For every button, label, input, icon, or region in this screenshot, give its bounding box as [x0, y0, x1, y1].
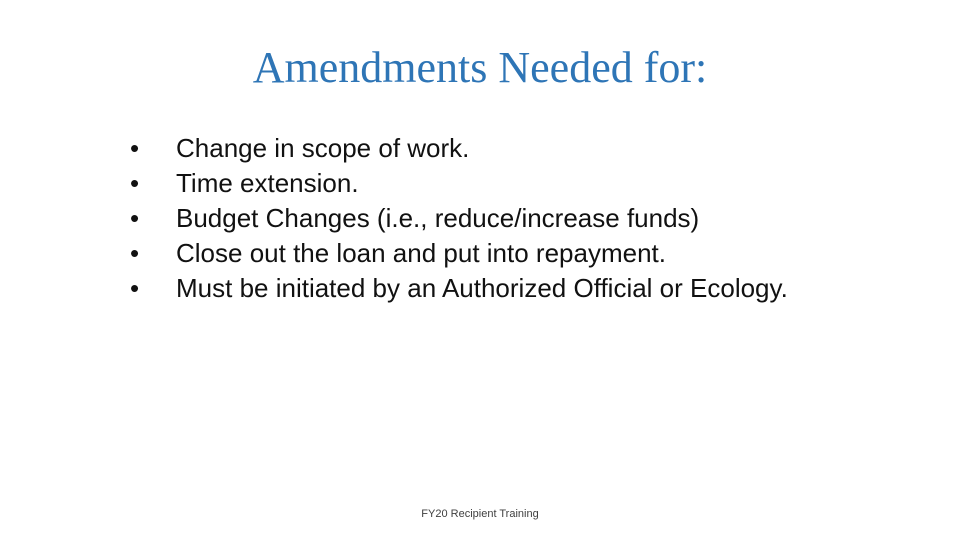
slide-title: Amendments Needed for:	[252, 43, 708, 92]
list-item	[130, 166, 850, 201]
bullet-icon: •	[130, 238, 140, 268]
list-item	[130, 271, 850, 306]
bullet-text: Must be initiated by an Authorized Official or Ecology.	[176, 273, 788, 303]
bullet-text: Change in scope of work.	[176, 133, 470, 163]
list-item	[130, 131, 850, 166]
bullet-icon: •	[130, 203, 140, 233]
bullet-icon: •	[130, 168, 140, 198]
bullet-list	[130, 131, 850, 306]
bullet-text: Time extension.	[176, 168, 359, 198]
list-item	[130, 201, 850, 236]
slide-footer: FY20 Recipient Training	[421, 508, 539, 520]
bullet-icon: •	[130, 273, 140, 303]
bullet-icon: •	[130, 133, 140, 163]
list-item	[130, 236, 850, 271]
bullet-text: Close out the loan and put into repayment.	[176, 238, 666, 268]
bullet-text: Budget Changes (i.e., reduce/increase funds)	[176, 203, 700, 233]
